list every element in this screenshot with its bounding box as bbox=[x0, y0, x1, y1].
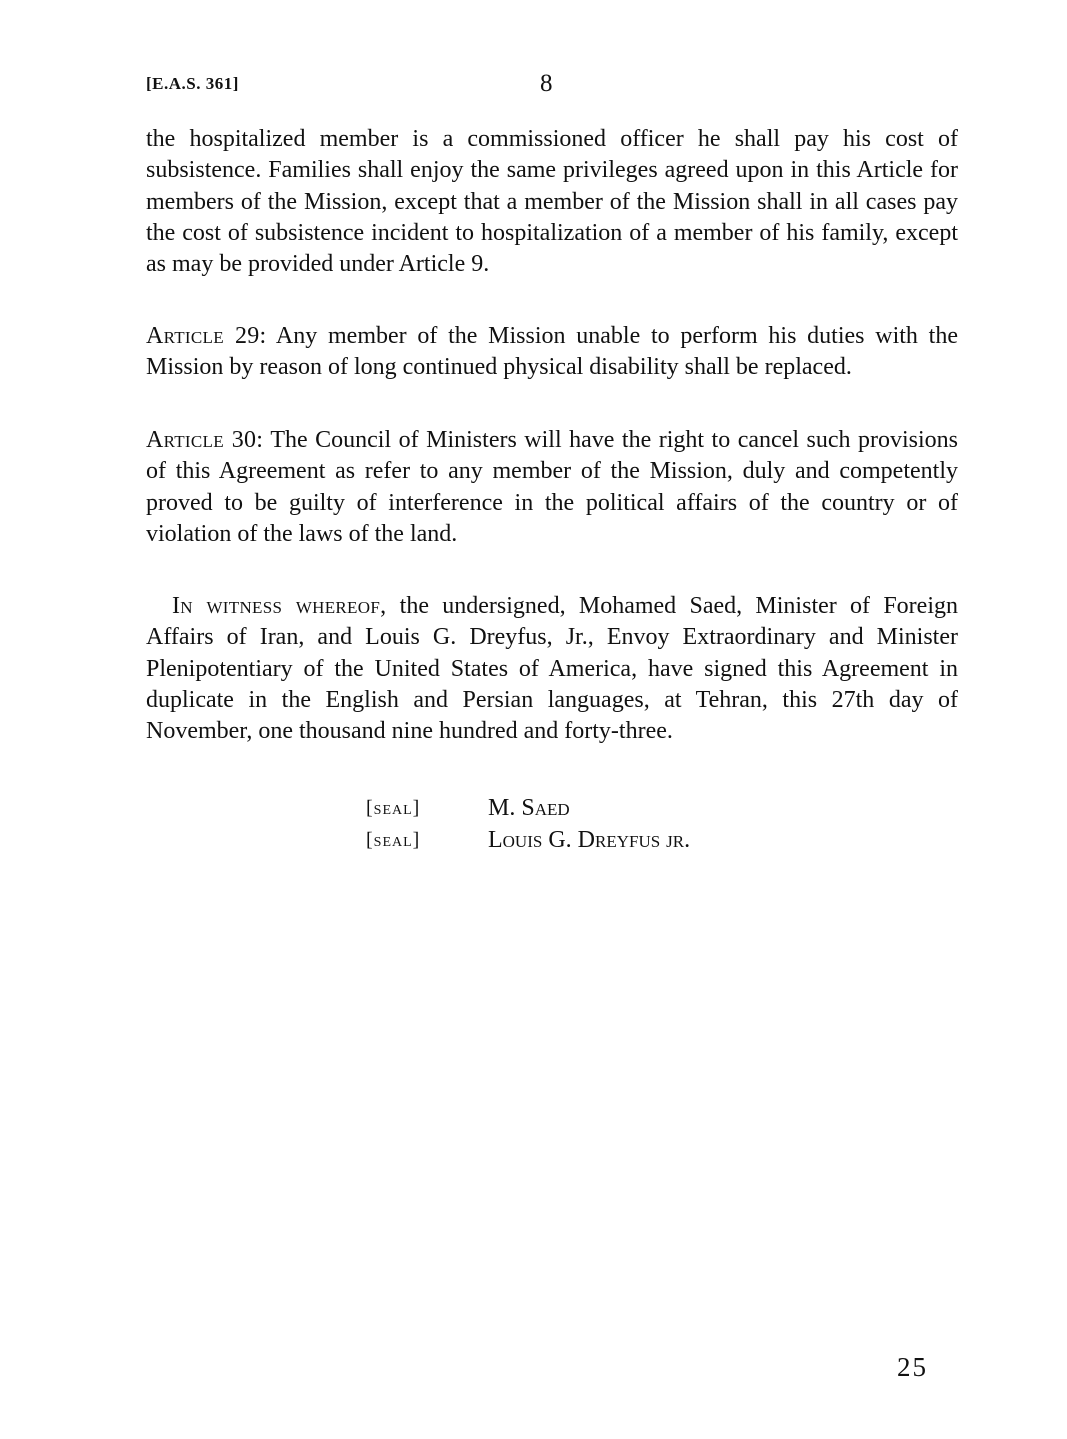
signature-row bbox=[366, 792, 690, 824]
seal-mark: [seal] bbox=[366, 829, 421, 851]
seal-mark: [seal] bbox=[366, 797, 421, 819]
paragraph-article-29 bbox=[146, 321, 958, 384]
page-number: 8 bbox=[540, 70, 553, 97]
article-29-label: Article 29: bbox=[146, 323, 267, 349]
signature-row bbox=[366, 824, 690, 856]
footer-page-number: 25 bbox=[897, 1352, 928, 1382]
article-30-label: Article 30: bbox=[146, 427, 264, 453]
signatory-name: Louis G. Dreyfus jr. bbox=[488, 827, 691, 853]
witness-text: the undersigned, Mohamed Saed, Minister of Foreign Affairs of Iran, and Louis G. Dreyfus, Jr., Envoy Extraordinary and Minister Plenipotentiary of the United States of America, have signed this Agreement in duplicate in the English and Persian languages, at Tehran, this 27th day of November, one thousand nine hundred and forty-three. bbox=[146, 593, 958, 745]
paragraph-article-30 bbox=[146, 425, 958, 550]
article-29-text: Any member of the Mission unable to perform his duties with the Mission by reason of long continued physical disability shall be replaced. bbox=[146, 323, 958, 381]
article-30-text: The Council of Ministers will have the right to cancel such provisions of this Agreement as refer to any member of the Mission, duly and competently proved to be guilty of interference in the political affairs of the country or of violation of the laws of the land. bbox=[146, 427, 958, 547]
signatory-name: M. Saed bbox=[488, 795, 570, 821]
witness-label: In witness whereof, bbox=[172, 593, 387, 619]
signature-block bbox=[366, 792, 690, 856]
paragraph-continuation: the hospitalized member is a commissioned officer he shall pay his cost of subsistence. Families shall enjoy the same privileges agreed upon in this Article for members of the Mission, except that a member of the Mission shall in all cases pay the cost of subsistence incident to hospitalization of a member of his family, except as may be provided under Article 9. bbox=[146, 126, 958, 278]
series-reference: [E.A.S. 361] bbox=[146, 74, 239, 93]
paragraph-witness bbox=[146, 591, 958, 747]
